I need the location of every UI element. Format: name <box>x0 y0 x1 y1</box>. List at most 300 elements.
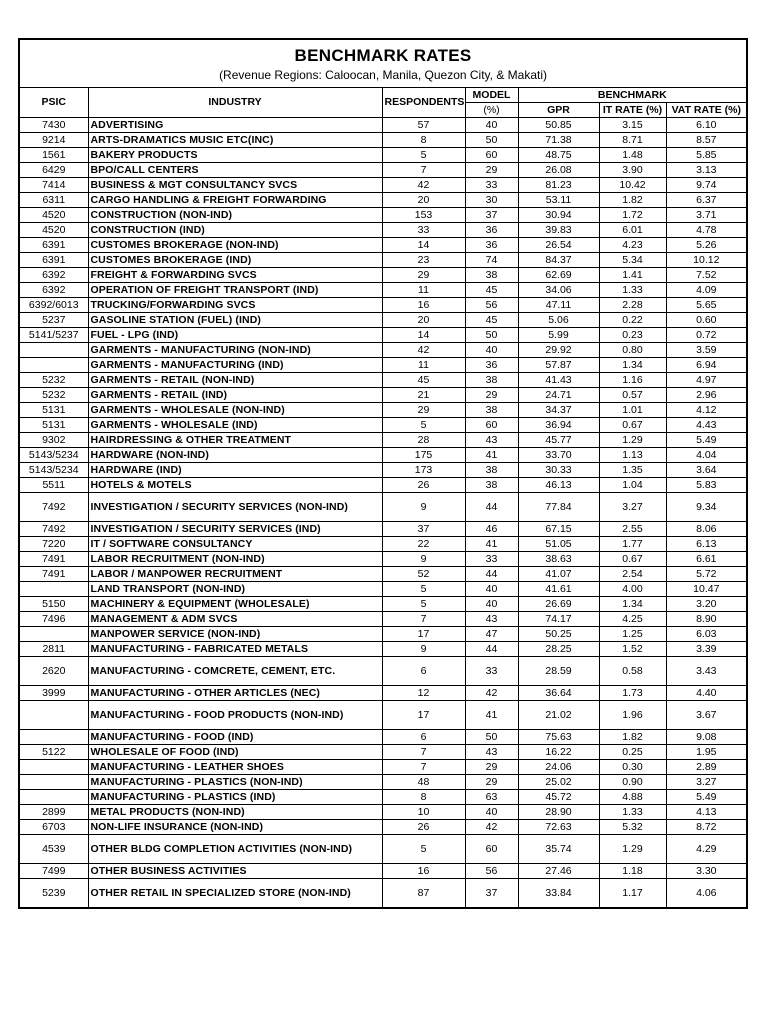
cell-psic: 5150 <box>19 597 88 612</box>
cell-gpr: 51.05 <box>518 537 599 552</box>
cell-vat-rate: 1.95 <box>666 745 747 760</box>
cell-psic: 7220 <box>19 537 88 552</box>
cell-it-rate: 1.82 <box>599 730 666 745</box>
table-row <box>19 163 747 178</box>
cell-it-rate: 3.90 <box>599 163 666 178</box>
cell-model: 38 <box>465 463 518 478</box>
cell-vat-rate: 3.67 <box>666 701 747 730</box>
cell-vat-rate: 3.13 <box>666 163 747 178</box>
table-row <box>19 358 747 373</box>
cell-it-rate: 1.35 <box>599 463 666 478</box>
cell-gpr: 36.94 <box>518 418 599 433</box>
cell-gpr: 41.07 <box>518 567 599 582</box>
cell-industry: MANUFACTURING - LEATHER SHOES <box>88 760 382 775</box>
cell-psic: 5131 <box>19 418 88 433</box>
page-title: BENCHMARK RATES <box>294 46 472 65</box>
table-row <box>19 478 747 493</box>
cell-model: 42 <box>465 820 518 835</box>
cell-model: 36 <box>465 238 518 253</box>
cell-it-rate: 1.18 <box>599 864 666 879</box>
cell-it-rate: 8.71 <box>599 133 666 148</box>
cell-model: 45 <box>465 313 518 328</box>
cell-industry: MANAGEMENT & ADM SVCS <box>88 612 382 627</box>
cell-model: 38 <box>465 268 518 283</box>
cell-respondents: 153 <box>382 208 465 223</box>
cell-gpr: 26.08 <box>518 163 599 178</box>
cell-vat-rate: 8.90 <box>666 612 747 627</box>
cell-respondents: 52 <box>382 567 465 582</box>
cell-industry: MANPOWER SERVICE (NON-IND) <box>88 627 382 642</box>
cell-it-rate: 4.23 <box>599 238 666 253</box>
table-row <box>19 522 747 537</box>
cell-psic <box>19 790 88 805</box>
cell-model: 56 <box>465 298 518 313</box>
cell-vat-rate: 9.08 <box>666 730 747 745</box>
table-row <box>19 537 747 552</box>
cell-respondents: 87 <box>382 879 465 909</box>
cell-respondents: 20 <box>382 313 465 328</box>
cell-vat-rate: 3.39 <box>666 642 747 657</box>
cell-it-rate: 1.17 <box>599 879 666 909</box>
cell-gpr: 36.64 <box>518 686 599 701</box>
cell-it-rate: 0.90 <box>599 775 666 790</box>
cell-gpr: 74.17 <box>518 612 599 627</box>
cell-psic <box>19 582 88 597</box>
cell-vat-rate: 0.72 <box>666 328 747 343</box>
cell-gpr: 5.06 <box>518 313 599 328</box>
cell-respondents: 57 <box>382 118 465 133</box>
cell-respondents: 26 <box>382 478 465 493</box>
table-row <box>19 388 747 403</box>
cell-industry: MANUFACTURING - FOOD (IND) <box>88 730 382 745</box>
cell-industry: OTHER RETAIL IN SPECIALIZED STORE (NON-IND) <box>88 879 382 909</box>
cell-model: 29 <box>465 775 518 790</box>
cell-industry: GARMENTS - WHOLESALE (NON-IND) <box>88 403 382 418</box>
cell-psic: 7414 <box>19 178 88 193</box>
cell-gpr: 28.59 <box>518 657 599 686</box>
cell-psic: 5237 <box>19 313 88 328</box>
cell-vat-rate: 6.61 <box>666 552 747 567</box>
cell-industry: GASOLINE STATION (FUEL) (IND) <box>88 313 382 328</box>
cell-model: 36 <box>465 358 518 373</box>
cell-it-rate: 1.72 <box>599 208 666 223</box>
table-row <box>19 493 747 522</box>
table-row <box>19 448 747 463</box>
cell-gpr: 71.38 <box>518 133 599 148</box>
cell-industry: GARMENTS - MANUFACTURING (NON-IND) <box>88 343 382 358</box>
cell-gpr: 46.13 <box>518 478 599 493</box>
cell-psic <box>19 730 88 745</box>
cell-gpr: 81.23 <box>518 178 599 193</box>
table-row <box>19 118 747 133</box>
cell-gpr: 27.46 <box>518 864 599 879</box>
cell-it-rate: 2.55 <box>599 522 666 537</box>
cell-respondents: 16 <box>382 298 465 313</box>
cell-it-rate: 1.82 <box>599 193 666 208</box>
table-row <box>19 627 747 642</box>
cell-gpr: 30.94 <box>518 208 599 223</box>
cell-vat-rate: 6.37 <box>666 193 747 208</box>
cell-it-rate: 3.27 <box>599 493 666 522</box>
cell-industry: INVESTIGATION / SECURITY SERVICES (IND) <box>88 522 382 537</box>
cell-industry: IT / SOFTWARE CONSULTANCY <box>88 537 382 552</box>
cell-industry: CARGO HANDLING & FREIGHT FORWARDING <box>88 193 382 208</box>
cell-it-rate: 1.29 <box>599 835 666 864</box>
cell-psic: 4520 <box>19 223 88 238</box>
cell-psic <box>19 701 88 730</box>
cell-gpr: 26.54 <box>518 238 599 253</box>
page-subtitle: (Revenue Regions: Caloocan, Manila, Quezon City, & Makati) <box>219 68 547 82</box>
cell-model: 37 <box>465 208 518 223</box>
cell-industry: MANUFACTURING - PLASTICS (NON-IND) <box>88 775 382 790</box>
cell-industry: CONSTRUCTION (IND) <box>88 223 382 238</box>
cell-gpr: 24.06 <box>518 760 599 775</box>
cell-vat-rate: 3.64 <box>666 463 747 478</box>
cell-model: 50 <box>465 730 518 745</box>
cell-vat-rate: 4.97 <box>666 373 747 388</box>
cell-psic: 7430 <box>19 118 88 133</box>
cell-model: 60 <box>465 418 518 433</box>
cell-it-rate: 1.77 <box>599 537 666 552</box>
cell-model: 44 <box>465 567 518 582</box>
cell-respondents: 8 <box>382 790 465 805</box>
cell-industry: GARMENTS - RETAIL (IND) <box>88 388 382 403</box>
cell-industry: MANUFACTURING - OTHER ARTICLES (NEC) <box>88 686 382 701</box>
cell-vat-rate: 6.10 <box>666 118 747 133</box>
cell-psic: 7491 <box>19 567 88 582</box>
table-row <box>19 193 747 208</box>
cell-respondents: 7 <box>382 745 465 760</box>
cell-gpr: 39.83 <box>518 223 599 238</box>
cell-vat-rate: 4.09 <box>666 283 747 298</box>
cell-respondents: 16 <box>382 864 465 879</box>
cell-industry: LABOR / MANPOWER RECRUITMENT <box>88 567 382 582</box>
cell-model: 44 <box>465 493 518 522</box>
cell-gpr: 28.25 <box>518 642 599 657</box>
table-row <box>19 463 747 478</box>
cell-industry: OTHER BLDG COMPLETION ACTIVITIES (NON-IND) <box>88 835 382 864</box>
cell-respondents: 20 <box>382 193 465 208</box>
cell-it-rate: 1.96 <box>599 701 666 730</box>
cell-industry: HARDWARE (NON-IND) <box>88 448 382 463</box>
cell-respondents: 42 <box>382 343 465 358</box>
cell-gpr: 41.61 <box>518 582 599 597</box>
table-row <box>19 835 747 864</box>
cell-industry: OTHER BUSINESS ACTIVITIES <box>88 864 382 879</box>
table-row <box>19 178 747 193</box>
cell-respondents: 21 <box>382 388 465 403</box>
table-row <box>19 597 747 612</box>
cell-it-rate: 0.80 <box>599 343 666 358</box>
cell-industry: CUSTOMES BROKERAGE (IND) <box>88 253 382 268</box>
cell-it-rate: 1.33 <box>599 805 666 820</box>
cell-gpr: 50.25 <box>518 627 599 642</box>
cell-it-rate: 0.58 <box>599 657 666 686</box>
cell-respondents: 9 <box>382 493 465 522</box>
cell-respondents: 29 <box>382 268 465 283</box>
table-row <box>19 552 747 567</box>
cell-gpr: 72.63 <box>518 820 599 835</box>
header-model: MODEL <box>465 88 518 103</box>
cell-gpr: 62.69 <box>518 268 599 283</box>
cell-respondents: 10 <box>382 805 465 820</box>
cell-psic: 6391 <box>19 238 88 253</box>
cell-vat-rate: 2.89 <box>666 760 747 775</box>
cell-respondents: 14 <box>382 328 465 343</box>
cell-industry: BPO/CALL CENTERS <box>88 163 382 178</box>
cell-respondents: 11 <box>382 283 465 298</box>
cell-industry: OPERATION OF FREIGHT TRANSPORT (IND) <box>88 283 382 298</box>
cell-respondents: 11 <box>382 358 465 373</box>
table-row <box>19 268 747 283</box>
cell-vat-rate: 3.30 <box>666 864 747 879</box>
cell-respondents: 28 <box>382 433 465 448</box>
cell-respondents: 42 <box>382 178 465 193</box>
cell-vat-rate: 4.13 <box>666 805 747 820</box>
cell-respondents: 9 <box>382 552 465 567</box>
cell-vat-rate: 4.29 <box>666 835 747 864</box>
cell-industry: HARDWARE (IND) <box>88 463 382 478</box>
table-row <box>19 328 747 343</box>
cell-industry: CUSTOMES BROKERAGE (NON-IND) <box>88 238 382 253</box>
table-row <box>19 238 747 253</box>
cell-gpr: 34.06 <box>518 283 599 298</box>
cell-psic: 5232 <box>19 388 88 403</box>
cell-industry: ARTS-DRAMATICS MUSIC ETC(INC) <box>88 133 382 148</box>
cell-it-rate: 1.41 <box>599 268 666 283</box>
title-cell <box>19 39 747 66</box>
cell-vat-rate: 5.49 <box>666 790 747 805</box>
cell-psic: 6392/6013 <box>19 298 88 313</box>
cell-vat-rate: 8.06 <box>666 522 747 537</box>
cell-respondents: 8 <box>382 133 465 148</box>
cell-model: 33 <box>465 178 518 193</box>
cell-model: 40 <box>465 582 518 597</box>
cell-respondents: 22 <box>382 537 465 552</box>
cell-respondents: 7 <box>382 163 465 178</box>
cell-respondents: 29 <box>382 403 465 418</box>
cell-it-rate: 3.15 <box>599 118 666 133</box>
cell-model: 46 <box>465 522 518 537</box>
cell-vat-rate: 2.96 <box>666 388 747 403</box>
cell-industry: LABOR RECRUITMENT (NON-IND) <box>88 552 382 567</box>
cell-psic: 4520 <box>19 208 88 223</box>
table-row <box>19 730 747 745</box>
cell-psic: 5122 <box>19 745 88 760</box>
table-body <box>19 118 747 909</box>
cell-respondents: 14 <box>382 238 465 253</box>
cell-gpr: 33.84 <box>518 879 599 909</box>
cell-gpr: 41.43 <box>518 373 599 388</box>
table-row <box>19 567 747 582</box>
cell-psic: 7499 <box>19 864 88 879</box>
cell-model: 50 <box>465 328 518 343</box>
cell-psic: 6429 <box>19 163 88 178</box>
cell-it-rate: 1.48 <box>599 148 666 163</box>
cell-respondents: 33 <box>382 223 465 238</box>
subtitle-cell <box>19 66 747 88</box>
cell-it-rate: 0.23 <box>599 328 666 343</box>
cell-vat-rate: 5.65 <box>666 298 747 313</box>
cell-gpr: 29.92 <box>518 343 599 358</box>
table-row <box>19 283 747 298</box>
cell-psic: 9302 <box>19 433 88 448</box>
header-respondents: RESPONDENTS <box>382 88 465 118</box>
cell-it-rate: 0.30 <box>599 760 666 775</box>
cell-respondents: 37 <box>382 522 465 537</box>
cell-vat-rate: 5.49 <box>666 433 747 448</box>
cell-model: 40 <box>465 118 518 133</box>
cell-gpr: 57.87 <box>518 358 599 373</box>
table-row <box>19 223 747 238</box>
table-row <box>19 343 747 358</box>
cell-industry: GARMENTS - WHOLESALE (IND) <box>88 418 382 433</box>
table-row <box>19 760 747 775</box>
cell-model: 29 <box>465 760 518 775</box>
cell-model: 44 <box>465 642 518 657</box>
cell-vat-rate: 4.06 <box>666 879 747 909</box>
cell-psic: 2620 <box>19 657 88 686</box>
table-row <box>19 686 747 701</box>
cell-psic <box>19 775 88 790</box>
cell-it-rate: 2.54 <box>599 567 666 582</box>
table-row <box>19 313 747 328</box>
cell-psic: 9214 <box>19 133 88 148</box>
cell-vat-rate: 4.43 <box>666 418 747 433</box>
cell-industry: MANUFACTURING - FABRICATED METALS <box>88 642 382 657</box>
cell-it-rate: 4.00 <box>599 582 666 597</box>
cell-respondents: 23 <box>382 253 465 268</box>
cell-model: 40 <box>465 597 518 612</box>
cell-gpr: 33.70 <box>518 448 599 463</box>
cell-vat-rate: 8.57 <box>666 133 747 148</box>
cell-respondents: 5 <box>382 582 465 597</box>
table-row <box>19 745 747 760</box>
cell-model: 43 <box>465 745 518 760</box>
cell-gpr: 30.33 <box>518 463 599 478</box>
cell-model: 60 <box>465 835 518 864</box>
cell-model: 41 <box>465 448 518 463</box>
cell-gpr: 25.02 <box>518 775 599 790</box>
header-gpr: GPR <box>518 103 599 118</box>
cell-respondents: 173 <box>382 463 465 478</box>
cell-psic: 2899 <box>19 805 88 820</box>
cell-model: 29 <box>465 163 518 178</box>
table-row <box>19 805 747 820</box>
cell-model: 60 <box>465 148 518 163</box>
cell-it-rate: 0.67 <box>599 552 666 567</box>
cell-model: 41 <box>465 537 518 552</box>
cell-psic: 7491 <box>19 552 88 567</box>
cell-psic: 6392 <box>19 268 88 283</box>
cell-model: 45 <box>465 283 518 298</box>
table-row <box>19 148 747 163</box>
cell-gpr: 5.99 <box>518 328 599 343</box>
cell-vat-rate: 5.83 <box>666 478 747 493</box>
cell-industry: HOTELS & MOTELS <box>88 478 382 493</box>
cell-model: 36 <box>465 223 518 238</box>
table-row <box>19 298 747 313</box>
table-row <box>19 133 747 148</box>
cell-gpr: 35.74 <box>518 835 599 864</box>
cell-psic: 5141/5237 <box>19 328 88 343</box>
header-psic: PSIC <box>19 88 88 118</box>
cell-vat-rate: 3.20 <box>666 597 747 612</box>
cell-psic <box>19 343 88 358</box>
cell-psic: 5232 <box>19 373 88 388</box>
cell-it-rate: 0.25 <box>599 745 666 760</box>
table-row <box>19 701 747 730</box>
cell-gpr: 24.71 <box>518 388 599 403</box>
cell-vat-rate: 4.40 <box>666 686 747 701</box>
cell-model: 33 <box>465 552 518 567</box>
table-row <box>19 403 747 418</box>
cell-vat-rate: 5.85 <box>666 148 747 163</box>
cell-industry: HAIRDRESSING & OTHER TREATMENT <box>88 433 382 448</box>
cell-psic <box>19 760 88 775</box>
cell-it-rate: 1.33 <box>599 283 666 298</box>
cell-industry: ADVERTISING <box>88 118 382 133</box>
cell-vat-rate: 3.27 <box>666 775 747 790</box>
cell-industry: LAND TRANSPORT (NON-IND) <box>88 582 382 597</box>
cell-vat-rate: 0.60 <box>666 313 747 328</box>
cell-vat-rate: 9.34 <box>666 493 747 522</box>
cell-respondents: 45 <box>382 373 465 388</box>
cell-gpr: 45.72 <box>518 790 599 805</box>
table-row <box>19 775 747 790</box>
table-row <box>19 642 747 657</box>
cell-model: 41 <box>465 701 518 730</box>
table-row <box>19 820 747 835</box>
cell-industry: BAKERY PRODUCTS <box>88 148 382 163</box>
cell-industry: MANUFACTURING - COMCRETE, CEMENT, ETC. <box>88 657 382 686</box>
cell-respondents: 5 <box>382 597 465 612</box>
cell-model: 38 <box>465 403 518 418</box>
cell-respondents: 6 <box>382 657 465 686</box>
cell-it-rate: 6.01 <box>599 223 666 238</box>
cell-vat-rate: 4.12 <box>666 403 747 418</box>
cell-psic: 3999 <box>19 686 88 701</box>
cell-model: 42 <box>465 686 518 701</box>
cell-industry: BUSINESS & MGT CONSULTANCY SVCS <box>88 178 382 193</box>
cell-respondents: 175 <box>382 448 465 463</box>
cell-respondents: 7 <box>382 612 465 627</box>
cell-gpr: 26.69 <box>518 597 599 612</box>
cell-gpr: 77.84 <box>518 493 599 522</box>
cell-model: 33 <box>465 657 518 686</box>
cell-psic: 5143/5234 <box>19 448 88 463</box>
cell-respondents: 5 <box>382 148 465 163</box>
cell-respondents: 5 <box>382 835 465 864</box>
cell-gpr: 47.11 <box>518 298 599 313</box>
cell-industry: WHOLESALE OF FOOD (IND) <box>88 745 382 760</box>
cell-industry: METAL PRODUCTS (NON-IND) <box>88 805 382 820</box>
cell-psic: 5511 <box>19 478 88 493</box>
cell-it-rate: 10.42 <box>599 178 666 193</box>
table-row <box>19 879 747 909</box>
cell-psic: 6703 <box>19 820 88 835</box>
cell-gpr: 48.75 <box>518 148 599 163</box>
cell-model: 56 <box>465 864 518 879</box>
cell-vat-rate: 3.43 <box>666 657 747 686</box>
cell-vat-rate: 8.72 <box>666 820 747 835</box>
cell-it-rate: 1.04 <box>599 478 666 493</box>
cell-vat-rate: 6.94 <box>666 358 747 373</box>
cell-psic: 1561 <box>19 148 88 163</box>
cell-model: 30 <box>465 193 518 208</box>
cell-vat-rate: 6.03 <box>666 627 747 642</box>
cell-it-rate: 0.57 <box>599 388 666 403</box>
